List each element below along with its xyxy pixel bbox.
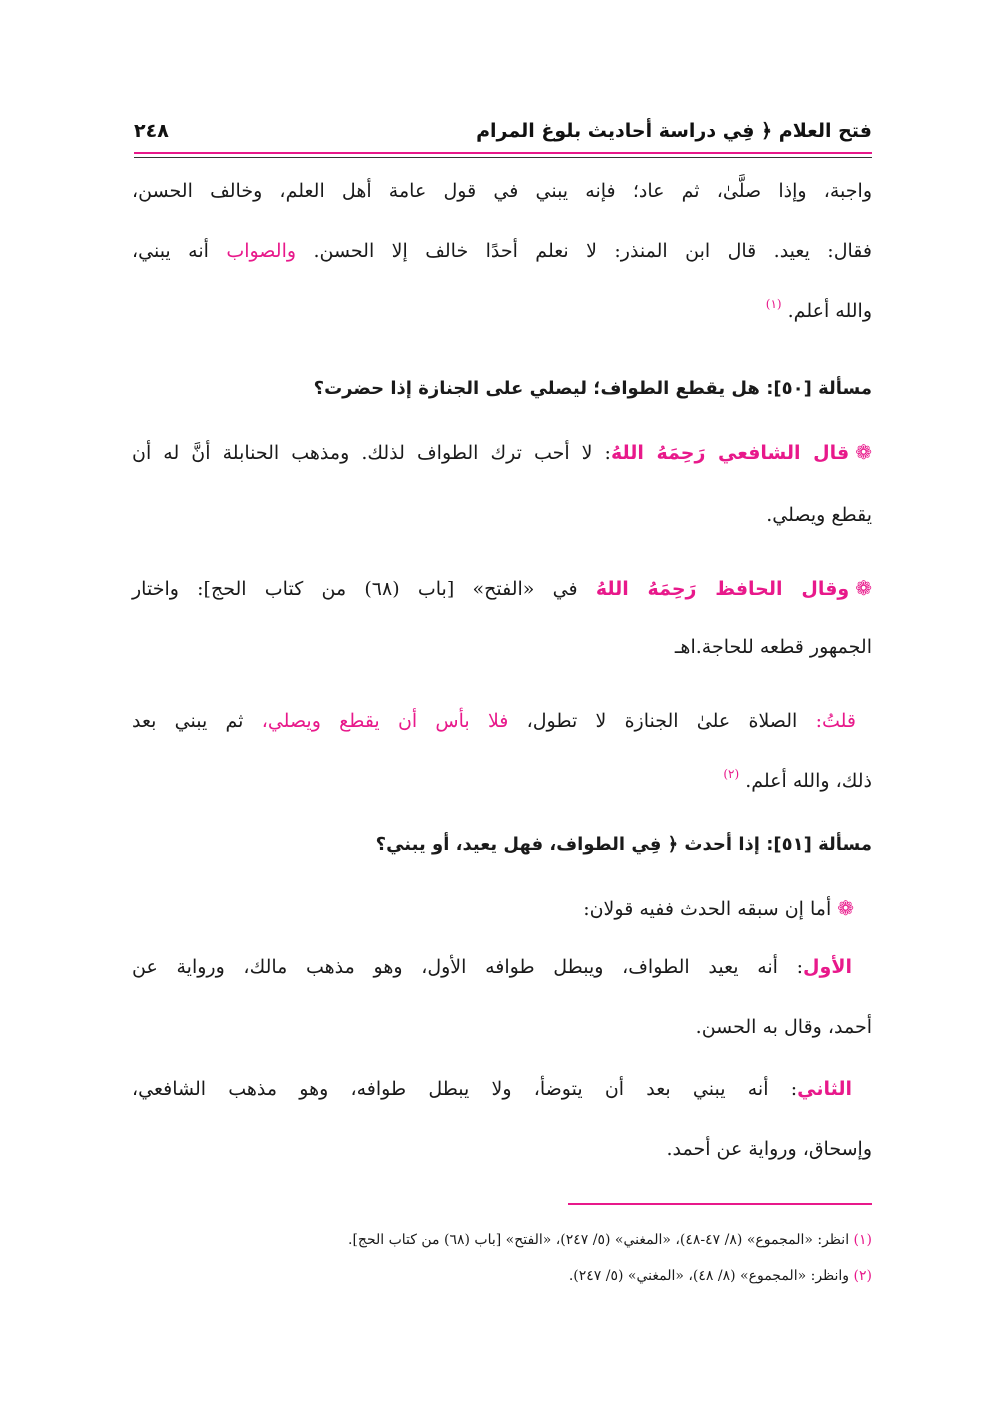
text-segment: أنه يبني،	[132, 240, 209, 262]
text-segment: : أنه يبني بعد أن يتوضأ، ولا يبطل طوافه، وهو مذهب الشافعي،	[132, 1078, 798, 1100]
text-segment: الصلاة علىٰ الجنازة لا تطول،	[526, 710, 798, 732]
running-header	[134, 118, 872, 154]
flower-ornament-icon: ❁	[837, 896, 854, 920]
paragraph-2-line-1	[132, 440, 872, 464]
paragraph-7-line-2: وإسحاق، ورواية عن أحمد.	[666, 1138, 872, 1160]
highlight-ruling: فلا بأس أن يقطع ويصلي،	[261, 710, 509, 732]
paragraph-6-line-1	[132, 956, 872, 978]
text-segment: ذلك، والله أعلم.	[745, 770, 872, 792]
footnote-text: وانظر: «المجموع» (٨/ ٤٨)، «المغني» (٥/ ٢٤٧).	[568, 1268, 850, 1284]
paragraph-3-line-1	[132, 576, 872, 600]
header-rule-pink	[134, 152, 872, 154]
paragraph-7-line-1	[132, 1078, 872, 1100]
text-segment: في «الفتح» [باب (٦٨) من كتاب الحج]: واختار	[132, 578, 578, 600]
issue-51-heading	[132, 834, 872, 855]
speaker-hafiz: وقال الحافظ رَحِمَهُ اللهُ	[595, 578, 850, 600]
issue-50-heading	[132, 378, 872, 399]
text-segment: أما إن سبقه الحدث ففيه قولان:	[583, 898, 832, 920]
text-segment: فقال: يعيد. قال ابن المنذر: لا نعلم أحدًا خالف إلا الحسن.	[313, 240, 872, 262]
flower-ornament-icon: ❁	[855, 576, 872, 600]
author-note-label: قلتُ:	[815, 710, 857, 732]
footnote-ref-2[interactable]: (٢)	[723, 767, 740, 781]
paragraph-1-line-2	[132, 240, 872, 262]
flower-ornament-icon: ❁	[855, 440, 872, 464]
issue-label: مسألة [٥١]:	[766, 834, 872, 855]
paragraph-5	[132, 896, 872, 920]
text-segment: ثم يبني بعد	[132, 710, 244, 732]
text-segment: : أنه يعيد الطواف، ويبطل طوافه الأول، وهو مذهب مالك، ورواية عن	[132, 956, 804, 978]
issue-question: إذا أحدث ﴿ فِي الطواف، فهل يعيد، أو يبني؟	[375, 834, 760, 855]
paragraph-4-line-1	[132, 710, 872, 732]
highlight-correct: والصواب	[226, 240, 297, 262]
text-segment: والله أعلم.	[787, 300, 872, 322]
footnote-number: (٢)	[853, 1268, 872, 1284]
paragraph-1-line-1: واجبة، وإذا صلَّىٰ، ثم عاد؛ فإنه يبني في قول عامة أهل العلم، وخالف الحسن،	[132, 180, 872, 202]
opinion-first-label: الأول	[803, 956, 852, 978]
text-segment: : لا أحب ترك الطواف لذلك. ومذهب الحنابلة أنَّ له أن	[132, 442, 611, 464]
footnote-1	[132, 1232, 872, 1248]
footnote-2	[132, 1268, 872, 1284]
header-rule-dark	[134, 157, 872, 158]
paragraph-1-line-3	[132, 297, 872, 322]
paragraph-6-line-2: أحمد، وقال به الحسن.	[695, 1016, 872, 1038]
paragraph-2-line-2: يقطع ويصلي.	[766, 504, 872, 526]
footnote-separator	[568, 1203, 872, 1205]
speaker-shafii: قال الشافعي رَحِمَهُ اللهُ	[610, 442, 850, 464]
footnote-number: (١)	[853, 1232, 872, 1248]
issue-question: هل يقطع الطواف؛ ليصلي على الجنازة إذا حضرت؟	[313, 378, 760, 399]
footnote-ref-1[interactable]: (١)	[765, 297, 782, 311]
footnote-text: انظر: «المجموع» (٨/ ٤٧-٤٨)، «المغني» (٥/ ٢٤٧)، «الفتح» [باب (٦٨) من كتاب الحج].	[348, 1232, 850, 1248]
page-number: ٢٤٨	[134, 120, 169, 142]
paragraph-3-line-2: الجمهور قطعه للحاجة.اهـ	[674, 636, 872, 658]
paragraph-4-line-2	[132, 767, 872, 792]
issue-label: مسألة [٥٠]:	[766, 378, 872, 399]
opinion-second-label: الثاني	[797, 1078, 852, 1100]
book-title: فتح العلام ﴿ فِي دراسة أحاديث بلوغ المرام	[476, 120, 872, 142]
